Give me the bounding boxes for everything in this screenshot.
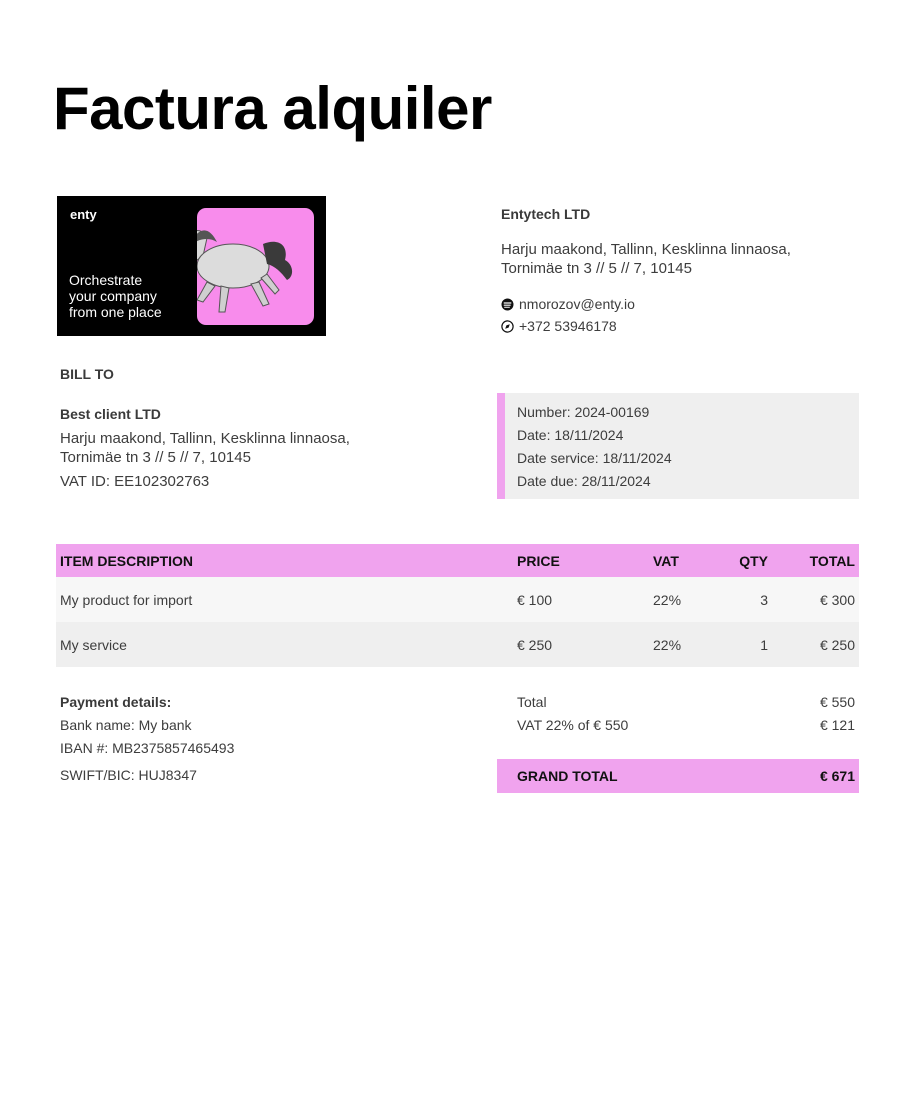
- header-total: TOTAL: [809, 552, 855, 569]
- iban: IBAN #: MB2375857465493: [60, 740, 235, 756]
- totals-section: [497, 694, 859, 740]
- item-vat: 22%: [653, 591, 682, 608]
- bank-name: Bank name: My bank: [60, 717, 192, 733]
- invoice-number: Number: 2024-00169: [517, 404, 650, 420]
- page-title: Factura alquiler: [53, 75, 492, 142]
- header-description: ITEM DESCRIPTION: [60, 552, 194, 569]
- company-info: [501, 206, 861, 337]
- client-address: [60, 429, 480, 467]
- table-row: [56, 577, 859, 622]
- unicorn-icon: [197, 208, 314, 325]
- company-contacts: [501, 293, 861, 337]
- items-table: [56, 544, 859, 667]
- company-address-line: Tornimäe tn 3 // 5 // 7, 10145: [501, 260, 692, 277]
- header-vat: VAT: [653, 552, 679, 569]
- header-qty: QTY: [739, 552, 768, 569]
- payment-title: Payment details:: [60, 694, 172, 710]
- unicorn-illustration: [197, 208, 314, 325]
- banner-tagline-line: from one place: [69, 304, 162, 320]
- company-banner: [57, 196, 326, 336]
- item-description: My product for import: [60, 591, 193, 608]
- vat-label: VAT 22% of € 550: [517, 717, 629, 733]
- item-price: € 100: [517, 591, 553, 608]
- client-address-line: Tornimäe tn 3 // 5 // 7, 10145: [60, 449, 251, 466]
- company-email[interactable]: nmorozov@enty.io: [519, 296, 635, 312]
- phone-row: [501, 315, 861, 337]
- payment-details: [60, 694, 460, 790]
- item-qty: 3: [760, 591, 768, 608]
- item-price: € 250: [517, 636, 553, 653]
- company-address-line: Harju maakond, Tallinn, Kesklinna linnaosa,: [501, 241, 791, 258]
- bill-to-section: [60, 366, 480, 490]
- invoice-date-due: Date due: 28/11/2024: [517, 473, 651, 489]
- company-name: Entytech LTD: [501, 206, 591, 222]
- grand-total-bar: [497, 759, 859, 793]
- company-phone[interactable]: +372 53946178: [519, 318, 617, 334]
- vat-row: [497, 717, 859, 740]
- subtotal-label: Total: [517, 694, 547, 710]
- vat-value: € 121: [819, 717, 855, 733]
- banner-tagline: [69, 272, 199, 320]
- item-total: € 250: [819, 636, 855, 653]
- subtotal-row: [497, 694, 859, 717]
- item-qty: 1: [760, 636, 768, 653]
- grand-total-value: € 671: [819, 768, 855, 784]
- item-total: € 300: [819, 591, 855, 608]
- items-table-header: [56, 544, 859, 577]
- header-price: PRICE: [517, 552, 560, 569]
- subtotal-value: € 550: [819, 694, 855, 710]
- banner-brand: enty: [70, 207, 97, 222]
- invoice-date-service: Date service: 18/11/2024: [517, 450, 672, 466]
- bill-to-label: BILL TO: [60, 366, 114, 382]
- invoice-meta-panel: [497, 393, 859, 499]
- item-description: My service: [60, 636, 127, 653]
- banner-tagline-line: Orchestrate: [69, 272, 143, 288]
- invoice-date: Date: 18/11/2024: [517, 427, 624, 443]
- client-vat-id: VAT ID: EE102302763: [60, 473, 210, 490]
- banner-tagline-line: your company: [69, 288, 157, 304]
- company-address: [501, 240, 861, 278]
- email-row: [501, 293, 861, 315]
- swift-bic: SWIFT/BIC: HUJ8347: [60, 767, 197, 783]
- table-row: [56, 622, 859, 667]
- item-vat: 22%: [653, 636, 682, 653]
- phone-icon: [501, 320, 514, 333]
- client-name: Best client LTD: [60, 406, 161, 422]
- client-address-line: Harju maakond, Tallinn, Kesklinna linnaosa,: [60, 430, 350, 447]
- email-icon: [501, 298, 514, 311]
- grand-total-label: GRAND TOTAL: [517, 768, 618, 784]
